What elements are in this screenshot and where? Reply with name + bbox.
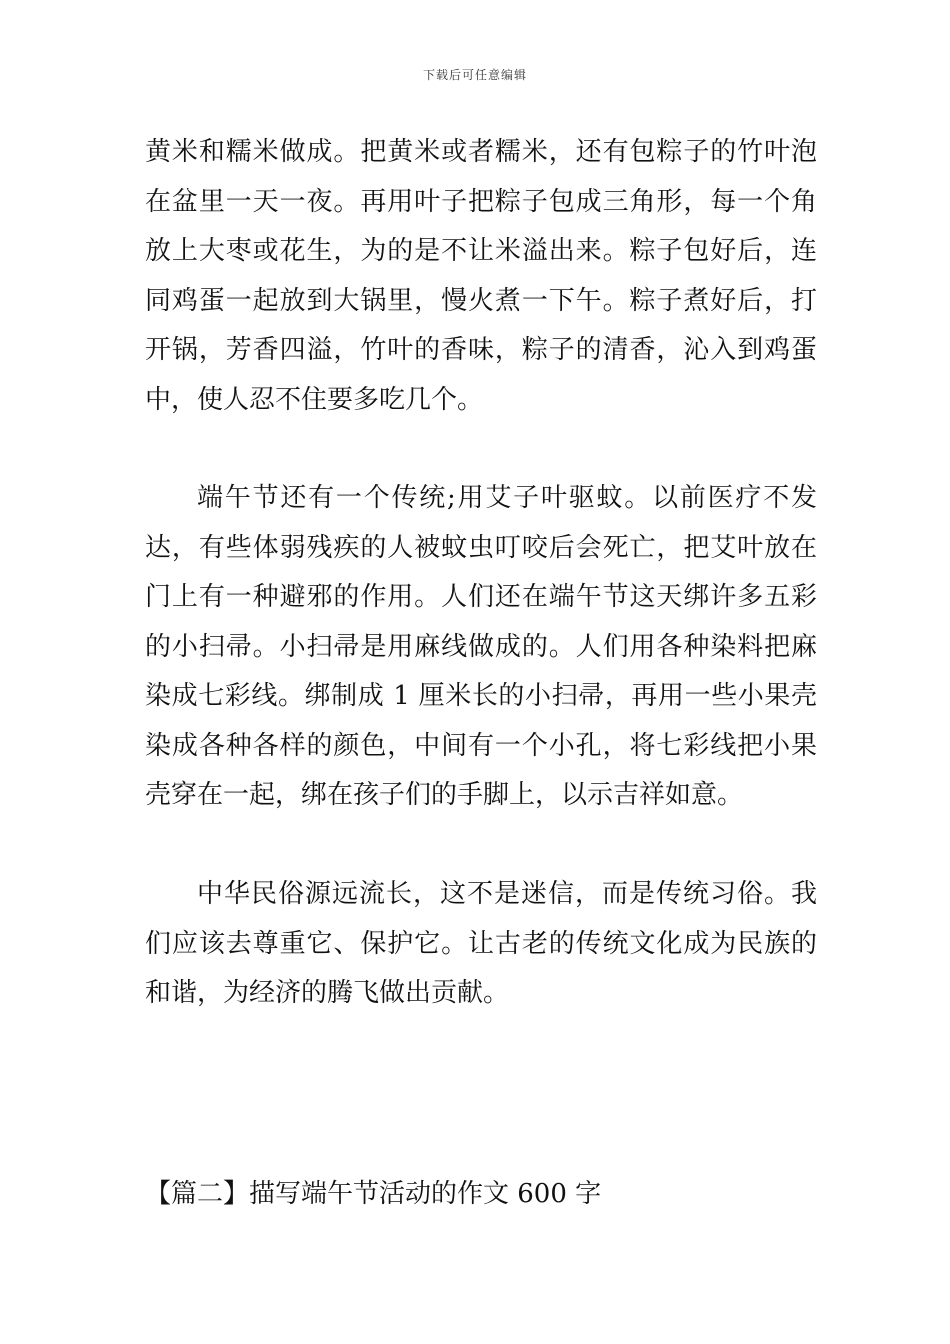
paragraph-mugwort: 端午节还有一个传统;用艾子叶驱蚊。以前医疗不发达，有些体弱残疾的人被蚊虫叮咬后会死亡，把艾叶放在门上有一种避邪的作用。人们还在端午节这天绑许多五彩的小扫帚。小扫帚是用麻线做成的。人们用各种染料把麻染成七彩线。绑制成 1 厘米长的小扫帚，再用一些小果壳染成各种各样的颜色，中间有一个小孔，将七彩线把小果壳穿在一起，绑在孩子们的手脚上，以示吉祥如意。 [145,483,817,810]
paragraph-zongzi: 黄米和糯米做成。把黄米或者糯米，还有包粽子的竹叶泡在盆里一天一夜。再用叶子把粽子包成三角形，每一个角放上大枣或花生，为的是不让米溢出来。粽子包好后，连同鸡蛋一起放到大锅里，慢火煮一下午。粽子煮好后，打开锅，芳香四溢，竹叶的香味，粽子的清香，沁入到鸡蛋中，使人忍不住要多吃几个。 [145,137,817,415]
section-heading: 【篇二】描写端午节活动的作文 600 字 [145,1179,602,1209]
paragraph-conclusion: 中华民俗源远流长，这不是迷信，而是传统习俗。我们应该去尊重它、保护它。让古老的传统文化成为民族的和谐，为经济的腾飞做出贡献。 [145,879,817,1008]
page-header-note: 下载后可任意编辑 [422,68,527,82]
